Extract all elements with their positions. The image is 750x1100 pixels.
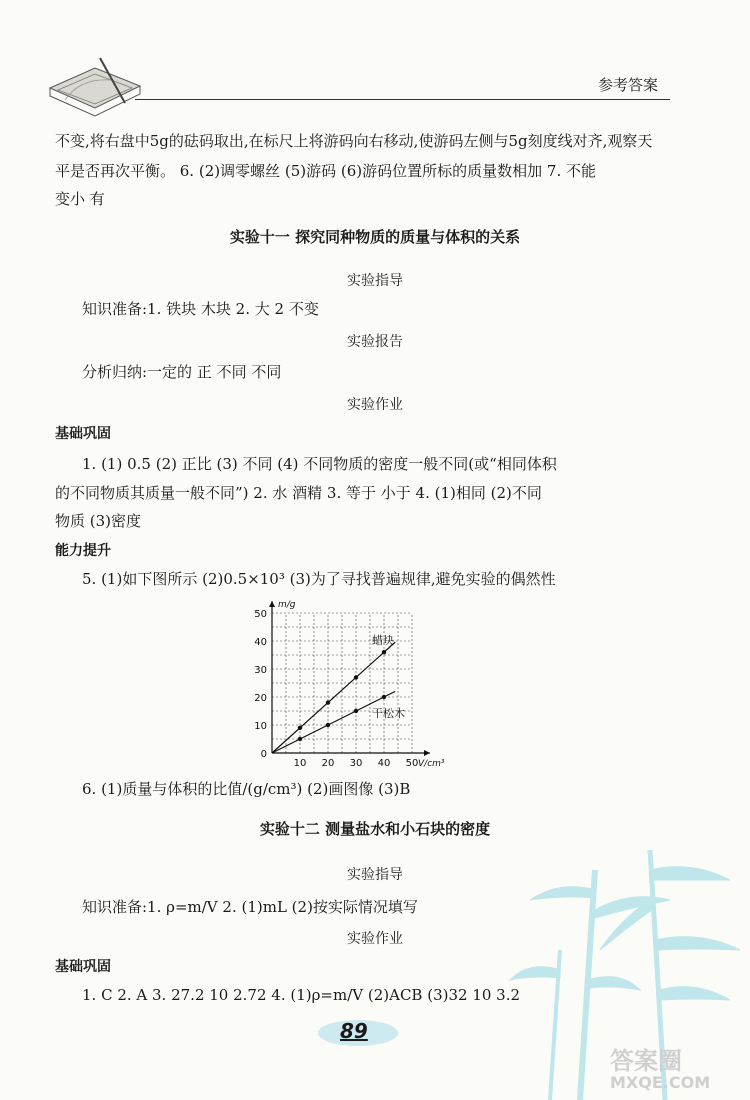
series-line — [272, 691, 395, 753]
y-tick-label: 50 — [254, 609, 267, 620]
series-line — [272, 642, 395, 753]
exp11-report-line: 分析归纳:一定的 正 不同 不同 — [82, 363, 282, 381]
exp11-guide-line: 知识准备:1. 铁块 木块 2. 大 2 不变 — [82, 300, 319, 318]
exp11-q5-line: 5. (1)如下图所示 (2)0.5×10³ (3)为了寻找普遍规律,避免实验的偶然性 — [82, 570, 556, 588]
data-point — [298, 737, 302, 741]
x-tick-label: 30 — [349, 758, 363, 769]
exp11-advance-heading: 能力提升 — [55, 543, 111, 559]
answer-watermark-logo — [610, 1048, 740, 1098]
exp11-guide-heading: 实验指导 — [347, 273, 403, 289]
x-axis-arrow — [424, 750, 430, 756]
exp11-basic-line-2: 的不同物质其质量一般不同”) 2. 水 酒精 3. 等于 小于 4. (1)相同 (2)不同 — [55, 484, 542, 502]
data-point — [326, 723, 330, 727]
exp12-title: 实验十二 测量盐水和小石块的密度 — [259, 820, 491, 838]
exp12-basic-heading: 基础巩固 — [55, 959, 111, 975]
continuation-line-1: 不变,将右盘中5g的砝码取出,在标尺上将游码向右移动,使游码左侧与5g刻度线对齐,观察天 — [55, 132, 653, 150]
y-tick-label: 20 — [254, 693, 267, 704]
exp12-guide-heading: 实验指导 — [347, 867, 403, 883]
continuation-line-3: 变小 有 — [55, 190, 105, 208]
y-tick-label: 0 — [260, 749, 267, 760]
page-number: 89 — [340, 1019, 368, 1043]
x-tick-label: 20 — [321, 758, 335, 769]
watermark-text: 答案圈 — [610, 1047, 682, 1075]
y-axis-arrow — [269, 601, 275, 607]
data-point — [298, 726, 302, 730]
data-point — [326, 700, 330, 704]
continuation-line-2: 平是否再次平衡。 6. (2)调零螺丝 (5)游码 (6)游码位置所标的质量数相加 7. 不能 — [55, 162, 596, 180]
exp12-basic-line-1: 1. C 2. A 3. 27.2 10 2.72 4. (1)ρ=m/V (2)ACB (3)32 10 3.2 — [82, 986, 521, 1004]
series-label: 干松木 — [372, 707, 405, 720]
exp11-title: 实验十一 探究同种物质的质量与体积的关系 — [229, 228, 521, 246]
y-axis-label: m/g — [278, 600, 296, 610]
series-label: 蜡块 — [372, 634, 394, 648]
exp11-basic-line-3: 物质 (3)密度 — [55, 512, 142, 530]
exp11-q6-line: 6. (1)质量与体积的比值/(g/cm³) (2)画图像 (3)B — [82, 780, 411, 798]
x-tick-label: 10 — [293, 758, 307, 769]
x-tick-label: 40 — [377, 758, 391, 769]
x-tick-label: 50 — [405, 758, 419, 769]
y-tick-label: 10 — [254, 721, 267, 732]
header-title: 参考答案 — [598, 76, 659, 94]
data-point — [354, 709, 358, 713]
header-rule — [135, 99, 670, 100]
exp11-basic-heading: 基础巩固 — [55, 426, 111, 442]
y-tick-label: 40 — [254, 637, 267, 648]
watermark-url: MXQE.COM — [610, 1073, 711, 1092]
data-point — [354, 675, 358, 679]
data-point — [382, 650, 386, 654]
exp12-work-heading: 实验作业 — [347, 931, 403, 947]
exp11-work-heading: 实验作业 — [347, 397, 403, 413]
exp11-basic-line-1: 1. (1) 0.5 (2) 正比 (3) 不同 (4) 不同物质的密度一般不同(或“相同体积 — [82, 455, 557, 473]
x-axis-label: V/cm³ — [418, 759, 445, 769]
exp12-guide-line: 知识准备:1. ρ=m/V 2. (1)mL (2)按实际情况填写 — [82, 898, 418, 916]
y-tick-label: 30 — [254, 665, 267, 676]
book-ornament-icon — [40, 48, 150, 118]
mass-volume-chart — [240, 598, 490, 773]
data-point — [382, 695, 386, 699]
exp11-report-heading: 实验报告 — [347, 334, 403, 350]
